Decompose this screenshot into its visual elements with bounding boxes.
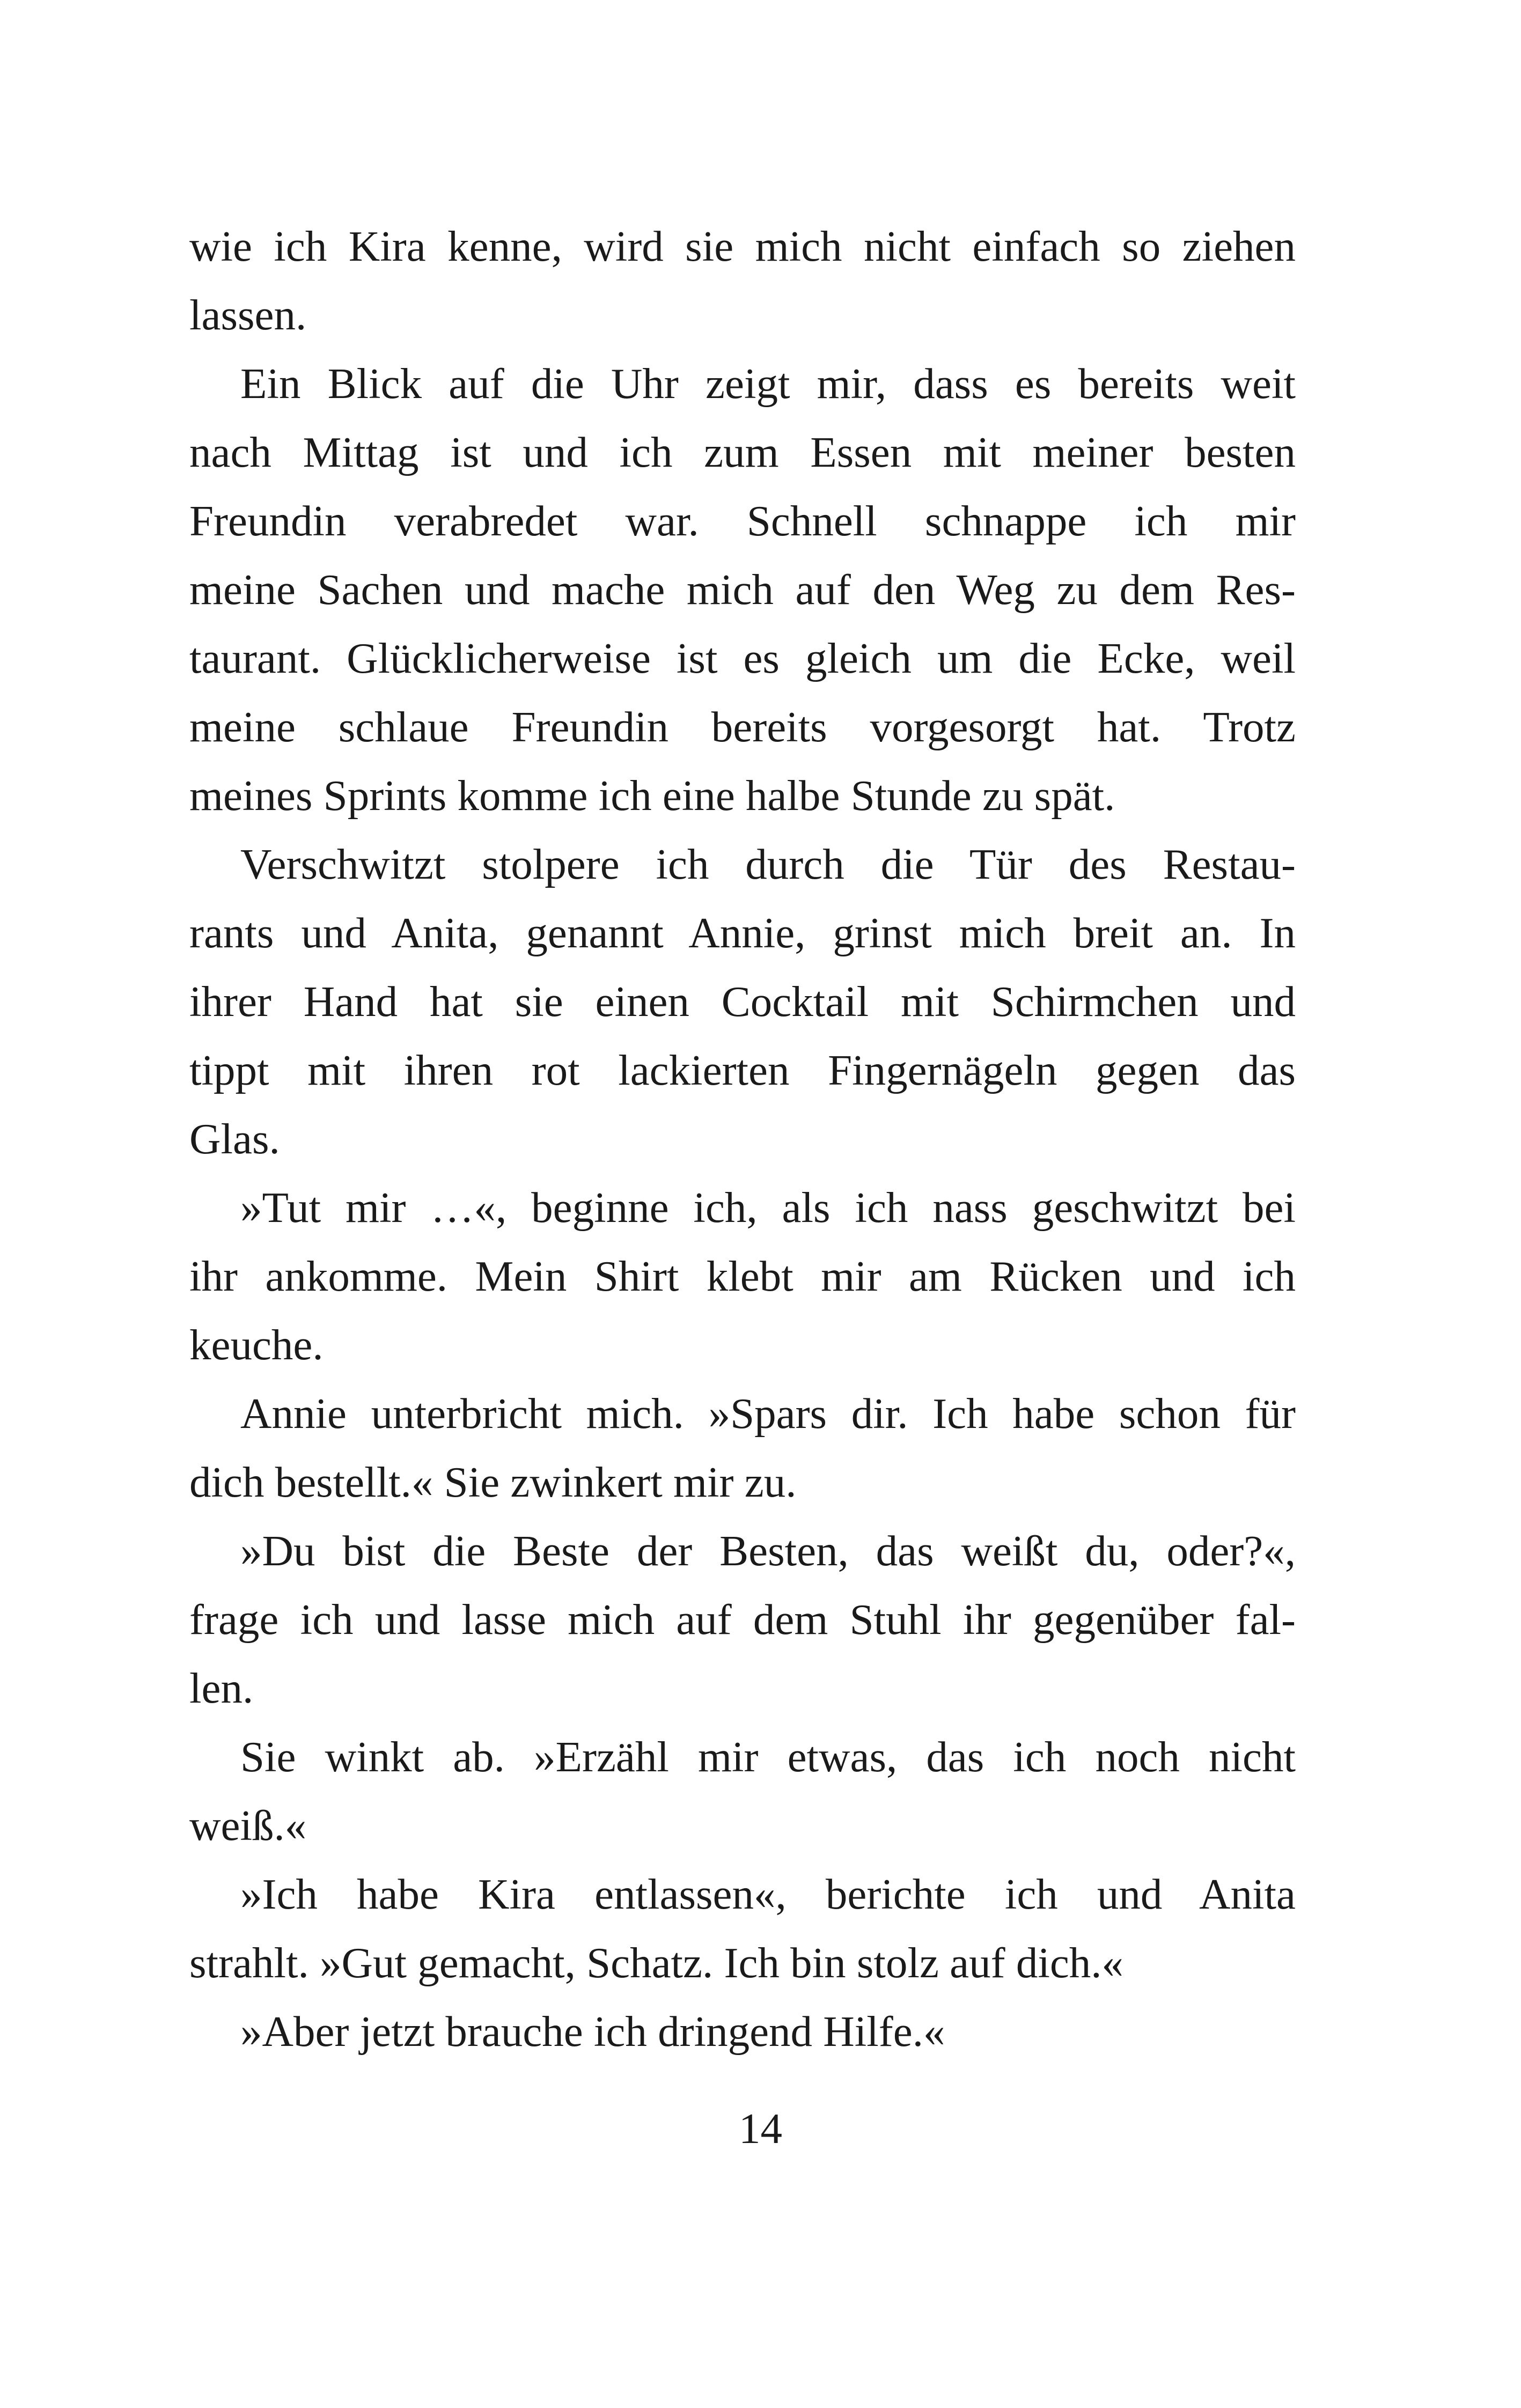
text-line: ihrer Hand hat sie einen Cocktail mit Schirmchen und [189, 977, 1296, 1026]
page-number: 14 [739, 2104, 782, 2153]
text-line: dich bestellt.« Sie zwinkert mir zu. [189, 1458, 797, 1506]
text-line: »Ich habe Kira entlassen«, berichte ich und Anita [240, 1870, 1296, 1918]
text-line: tippt mit ihren rot lackierten Fingernägeln gegen das [189, 1046, 1296, 1094]
text-line: rants und Anita, genannt Annie, grinst mich breit an. In [189, 909, 1296, 957]
text-line: strahlt. »Gut gemacht, Schatz. Ich bin stolz auf dich.« [189, 1939, 1124, 1987]
text-line: »Du bist die Beste der Besten, das weißt du, oder?«, [240, 1527, 1296, 1575]
text-line: Freundin verabredet war. Schnell schnappe ich mir [189, 497, 1296, 545]
text-line: »Aber jetzt brauche ich dringend Hilfe.« [240, 2007, 945, 2056]
text-line: Verschwitzt stolpere ich durch die Tür des Restau- [240, 840, 1296, 888]
text-line: meine schlaue Freundin bereits vorgesorgt hat. Trotz [189, 703, 1296, 751]
text-line: frage ich und lasse mich auf dem Stuhl ihr gegenüber fal- [189, 1595, 1296, 1644]
text-line: wie ich Kira kenne, wird sie mich nicht einfach so ziehen [189, 222, 1296, 270]
text-line: Annie unterbricht mich. »Spars dir. Ich habe schon für [240, 1389, 1296, 1438]
text-line: Glas. [189, 1115, 280, 1163]
text-line: meines Sprints komme ich eine halbe Stunde zu spät. [189, 771, 1115, 820]
text-line: taurant. Glücklicherweise ist es gleich um die Ecke, weil [189, 634, 1296, 682]
text-line: lassen. [189, 291, 307, 339]
text-line: »Tut mir …«, beginne ich, als ich nass geschwitzt bei [240, 1183, 1296, 1232]
text-line: Sie winkt ab. »Erzähl mir etwas, das ich noch nicht [240, 1733, 1296, 1781]
text-line: len. [189, 1664, 254, 1712]
body-text [189, 212, 1296, 2066]
text-line: meine Sachen und mache mich auf den Weg zu dem Res- [189, 565, 1296, 614]
text-line: weiß.« [189, 1801, 307, 1850]
text-line: nach Mittag ist und ich zum Essen mit meiner besten [189, 428, 1296, 476]
text-line: keuche. [189, 1321, 324, 1369]
text-line: Ein Blick auf die Uhr zeigt mir, dass es bereits weit [240, 359, 1296, 408]
text-line: ihr ankomme. Mein Shirt klebt mir am Rücken und ich [189, 1252, 1296, 1300]
